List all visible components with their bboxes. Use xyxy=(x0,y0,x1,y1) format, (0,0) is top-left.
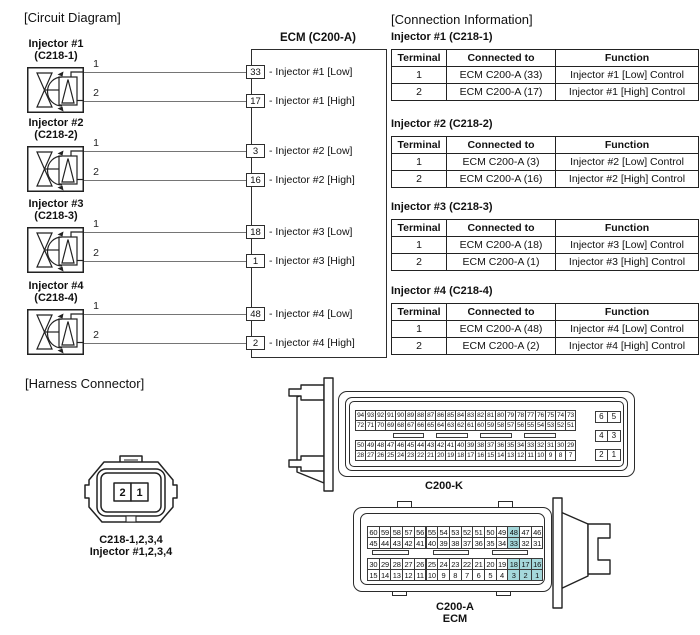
c200a-pin-60: 60 xyxy=(367,526,380,538)
c200a-pin-16: 16 xyxy=(531,558,544,570)
connection-table xyxy=(391,49,699,101)
c200a-pin-24: 24 xyxy=(437,558,450,570)
c200k-pin-51: 51 xyxy=(565,420,576,431)
c200k-pin-35: 35 xyxy=(505,440,516,451)
connection-information-title: [Connection Information] xyxy=(391,12,533,27)
c200a-pin-27: 27 xyxy=(402,558,415,570)
injector-box xyxy=(27,67,84,113)
c200k-pin-66: 66 xyxy=(415,420,426,431)
c200k-pin-87: 87 xyxy=(425,410,436,421)
injector-symbol xyxy=(27,146,84,192)
table-row xyxy=(392,67,699,84)
c200k-pin-32: 32 xyxy=(535,440,546,451)
c200a-pin-2: 2 xyxy=(519,569,532,581)
c200k-pin-63: 63 xyxy=(445,420,456,431)
wire-terminal-number: 2 xyxy=(93,329,99,341)
c200a-pin-55: 55 xyxy=(426,526,439,538)
c200a-pin-46: 46 xyxy=(531,526,544,538)
table-cell: ECM C200-A (2) xyxy=(447,338,556,355)
c218-label-line1: C218-1,2,3,4 xyxy=(99,534,163,546)
table-cell: ECM C200-A (33) xyxy=(447,67,556,84)
c200a-pin-44: 44 xyxy=(379,537,392,549)
c200k-spacer-bar xyxy=(436,433,468,438)
c200k-pin-60: 60 xyxy=(475,420,486,431)
injector-symbol xyxy=(27,227,84,273)
ecm-pin-number-box: 1 xyxy=(246,254,265,268)
c200k-top-clip xyxy=(289,385,324,400)
c200a-label-line2: ECM xyxy=(442,613,468,625)
c200k-pin-15: 15 xyxy=(485,450,496,461)
c200k-pin-93: 93 xyxy=(365,410,376,421)
c200k-pin-56: 56 xyxy=(515,420,526,431)
table-cell: ECM C200-A (18) xyxy=(447,237,556,254)
c200k-pin-76: 76 xyxy=(535,410,546,421)
injector-symbol xyxy=(27,309,84,355)
c200k-pin-39: 39 xyxy=(465,440,476,451)
c200k-pin-86: 86 xyxy=(435,410,446,421)
c200a-pin-29: 29 xyxy=(379,558,392,570)
wire-line xyxy=(84,314,247,315)
c200k-side-pin-5: 5 xyxy=(607,411,621,424)
ecm-pin-number-box: 48 xyxy=(246,307,265,321)
ecm-pin-number-box: 3 xyxy=(246,144,265,158)
c200a-clip xyxy=(588,524,610,574)
c200k-pin-13: 13 xyxy=(505,450,516,461)
c200k-pin-25: 25 xyxy=(385,450,396,461)
wire-terminal-number: 2 xyxy=(93,247,99,259)
c200k-pin-21: 21 xyxy=(425,450,436,461)
c200k-pin-62: 62 xyxy=(455,420,466,431)
c200a-pin-57: 57 xyxy=(402,526,415,538)
c200a-pin-1: 1 xyxy=(531,569,544,581)
c200a-pin-39: 39 xyxy=(437,537,450,549)
injector-connector-label: (C218-2) xyxy=(34,129,78,141)
ecm-pin-number-box: 16 xyxy=(246,173,265,187)
c200k-pin-41: 41 xyxy=(445,440,456,451)
wire-line xyxy=(84,72,247,73)
table-row xyxy=(392,321,699,338)
injector-connector-label: (C218-3) xyxy=(34,210,78,222)
c200k-pin-49: 49 xyxy=(365,440,376,451)
table-cell: 1 xyxy=(392,237,447,254)
connection-table xyxy=(391,136,699,188)
c200k-pin-73: 73 xyxy=(565,410,576,421)
c200k-pin-27: 27 xyxy=(365,450,376,461)
c200a-pin-32: 32 xyxy=(519,537,532,549)
ecm-pin-number-box: 2 xyxy=(246,336,265,350)
c200a-side-profile xyxy=(548,494,640,612)
c200k-side-pin-2: 2 xyxy=(595,449,609,462)
wire-line xyxy=(84,343,247,344)
injector-name-label: Injector #1 xyxy=(28,38,84,50)
c200a-pin-38: 38 xyxy=(449,537,462,549)
c200a-pin-52: 52 xyxy=(461,526,474,538)
c200a-pin-26: 26 xyxy=(414,558,427,570)
table-cell: 1 xyxy=(392,321,447,338)
c200k-pin-7: 7 xyxy=(565,450,576,461)
c200k-pin-58: 58 xyxy=(495,420,506,431)
wire-line xyxy=(84,232,247,233)
c200k-pin-74: 74 xyxy=(555,410,566,421)
table-header-cell: Connected to xyxy=(447,220,556,237)
circuit-diagram-title: [Circuit Diagram] xyxy=(24,10,121,25)
connection-table xyxy=(391,303,699,355)
c200k-pin-52: 52 xyxy=(555,420,566,431)
c200a-pin-40: 40 xyxy=(426,537,439,549)
table-cell: Injector #4 [High] Control xyxy=(556,338,699,355)
c200k-side-profile xyxy=(288,376,340,493)
c200k-pin-94: 94 xyxy=(355,410,366,421)
c200k-pin-33: 33 xyxy=(525,440,536,451)
c200a-pin-22: 22 xyxy=(461,558,474,570)
wire-terminal-number: 2 xyxy=(93,166,99,178)
ecm-pin-entry xyxy=(246,253,355,269)
ecm-pin-entry xyxy=(246,93,355,109)
c200k-bottom-clip xyxy=(289,456,324,471)
c200k-pin-65: 65 xyxy=(425,420,436,431)
c200k-pin-84: 84 xyxy=(455,410,466,421)
c200k-pin-47: 47 xyxy=(385,440,396,451)
c200k-side-pin-6: 6 xyxy=(595,411,609,424)
c200k-pin-90: 90 xyxy=(395,410,406,421)
table-header-cell: Terminal xyxy=(392,304,447,321)
table-header-cell: Connected to xyxy=(447,304,556,321)
table-row xyxy=(392,84,699,101)
table-cell: 2 xyxy=(392,254,447,271)
ecm-pin-label: - Injector #3 [High] xyxy=(269,255,355,267)
table-cell: ECM C200-A (48) xyxy=(447,321,556,338)
c200k-pin-19: 19 xyxy=(445,450,456,461)
c200k-pin-16: 16 xyxy=(475,450,486,461)
c200a-pin-43: 43 xyxy=(390,537,403,549)
c200k-side-pin-1: 1 xyxy=(607,449,621,462)
ecm-pin-entry xyxy=(246,143,352,159)
table-row xyxy=(392,171,699,188)
c200k-spacer-bar xyxy=(480,433,512,438)
c200k-pin-78: 78 xyxy=(515,410,526,421)
c200a-pin-18: 18 xyxy=(507,558,520,570)
c200a-pin-31: 31 xyxy=(531,537,544,549)
ecm-pin-entry xyxy=(246,224,352,240)
c200k-pin-36: 36 xyxy=(495,440,506,451)
c200a-flange xyxy=(553,498,562,608)
c200a-pin-47: 47 xyxy=(519,526,532,538)
c200k-pin-34: 34 xyxy=(515,440,526,451)
c200k-pin-88: 88 xyxy=(415,410,426,421)
table-header-cell: Terminal xyxy=(392,220,447,237)
injector-name-label: Injector #3 xyxy=(28,198,84,210)
table-header-cell: Function xyxy=(556,304,699,321)
ecm-pin-entry xyxy=(246,335,355,351)
c200k-pin-8: 8 xyxy=(555,450,566,461)
wire-line xyxy=(84,180,247,181)
injector-name-label: Injector #4 xyxy=(28,280,84,292)
c218-pin-1-number: 1 xyxy=(136,487,143,499)
wire-line xyxy=(84,261,247,262)
c200a-spacer-bar xyxy=(372,550,409,555)
c200a-pin-34: 34 xyxy=(496,537,509,549)
c200a-pin-30: 30 xyxy=(367,558,380,570)
c200a-pin-28: 28 xyxy=(390,558,403,570)
c200a-pin-23: 23 xyxy=(449,558,462,570)
table-cell: Injector #2 [Low] Control xyxy=(556,154,699,171)
c200k-pin-72: 72 xyxy=(355,420,366,431)
c200k-pin-89: 89 xyxy=(405,410,416,421)
c200a-pin-37: 37 xyxy=(461,537,474,549)
c200a-pin-10: 10 xyxy=(426,569,439,581)
ecm-pin-entry xyxy=(246,64,352,80)
table-heading: Injector #2 (C218-2) xyxy=(391,118,493,130)
c200k-pin-48: 48 xyxy=(375,440,386,451)
c200a-pin-53: 53 xyxy=(449,526,462,538)
c218-connector-drawing xyxy=(84,455,178,529)
c200a-pin-9: 9 xyxy=(437,569,450,581)
c200a-pin-4: 4 xyxy=(496,569,509,581)
c200a-pin-45: 45 xyxy=(367,537,380,549)
table-cell: Injector #4 [Low] Control xyxy=(556,321,699,338)
c200a-pin-5: 5 xyxy=(484,569,497,581)
table-header-cell: Terminal xyxy=(392,137,447,154)
ecm-pin-entry xyxy=(246,306,352,322)
injector-box xyxy=(27,227,84,273)
table-cell: Injector #2 [High] Control xyxy=(556,171,699,188)
c200k-pin-24: 24 xyxy=(395,450,406,461)
ecm-pin-number-box: 17 xyxy=(246,94,265,108)
wire-terminal-number: 1 xyxy=(93,137,99,149)
table-cell: Injector #1 [High] Control xyxy=(556,84,699,101)
c200k-pin-61: 61 xyxy=(465,420,476,431)
c200k-pin-14: 14 xyxy=(495,450,506,461)
ecm-box-title: ECM (C200-A) xyxy=(279,32,357,44)
table-cell: Injector #3 [High] Control xyxy=(556,254,699,271)
c200k-pin-67: 67 xyxy=(405,420,416,431)
c200k-pin-75: 75 xyxy=(545,410,556,421)
c200k-pin-12: 12 xyxy=(515,450,526,461)
c200k-pin-37: 37 xyxy=(485,440,496,451)
c200a-pin-20: 20 xyxy=(484,558,497,570)
ecm-pin-label: - Injector #3 [Low] xyxy=(269,226,353,238)
c218-label-line2: Injector #1,2,3,4 xyxy=(89,546,173,558)
ecm-pin-label: - Injector #4 [Low] xyxy=(269,308,353,320)
table-cell: 2 xyxy=(392,171,447,188)
c200k-pin-91: 91 xyxy=(385,410,396,421)
c200k-pin-44: 44 xyxy=(415,440,426,451)
c200a-pin-35: 35 xyxy=(484,537,497,549)
table-cell: 2 xyxy=(392,338,447,355)
ecm-pin-number-box: 18 xyxy=(246,225,265,239)
c200a-spacer-bar xyxy=(492,550,528,555)
ecm-pin-label: - Injector #1 [Low] xyxy=(269,66,353,78)
table-header-row xyxy=(392,220,699,237)
wire-terminal-number: 1 xyxy=(93,300,99,312)
wire-terminal-number: 1 xyxy=(93,218,99,230)
c200k-pin-23: 23 xyxy=(405,450,416,461)
table-header-cell: Function xyxy=(556,137,699,154)
table-row xyxy=(392,154,699,171)
injector-connector-label: (C218-4) xyxy=(34,292,78,304)
c200k-label: C200-K xyxy=(425,480,463,492)
c200k-pin-10: 10 xyxy=(535,450,546,461)
wire-terminal-number: 2 xyxy=(93,87,99,99)
c200a-pin-3: 3 xyxy=(507,569,520,581)
c200k-pin-64: 64 xyxy=(435,420,446,431)
c200k-pin-79: 79 xyxy=(505,410,516,421)
c200a-pin-56: 56 xyxy=(414,526,427,538)
c200a-pin-49: 49 xyxy=(496,526,509,538)
wire-line xyxy=(84,101,247,102)
c200a-pin-17: 17 xyxy=(519,558,532,570)
ecm-pin-number-box: 33 xyxy=(246,65,265,79)
c200k-pin-53: 53 xyxy=(545,420,556,431)
c200k-pin-18: 18 xyxy=(455,450,466,461)
c200k-pin-71: 71 xyxy=(365,420,376,431)
injector-box xyxy=(27,146,84,192)
c200k-pin-55: 55 xyxy=(525,420,536,431)
connection-table xyxy=(391,219,699,271)
wire-line xyxy=(84,151,247,152)
c200k-pin-82: 82 xyxy=(475,410,486,421)
c200a-pin-7: 7 xyxy=(461,569,474,581)
injector-connector-label: (C218-1) xyxy=(34,50,78,62)
c200k-pin-54: 54 xyxy=(535,420,546,431)
c200k-side-pin-3: 3 xyxy=(607,430,621,443)
c200k-pin-80: 80 xyxy=(495,410,506,421)
harness-connector-title: [Harness Connector] xyxy=(25,376,145,391)
table-header-cell: Terminal xyxy=(392,50,447,67)
c200k-pin-85: 85 xyxy=(445,410,456,421)
c200k-pin-28: 28 xyxy=(355,450,366,461)
table-row xyxy=(392,254,699,271)
c200k-pin-42: 42 xyxy=(435,440,446,451)
c200a-pin-51: 51 xyxy=(472,526,485,538)
table-cell: 1 xyxy=(392,154,447,171)
c218-pin-2-number: 2 xyxy=(119,487,126,499)
c200k-pin-59: 59 xyxy=(485,420,496,431)
c200a-spacer-bar xyxy=(433,550,469,555)
c200k-spacer-bar xyxy=(393,433,424,438)
c200a-pin-21: 21 xyxy=(472,558,485,570)
c200a-pin-33: 33 xyxy=(507,537,520,549)
c200a-pin-54: 54 xyxy=(437,526,450,538)
c200a-pin-14: 14 xyxy=(379,569,392,581)
c200a-pin-48: 48 xyxy=(507,526,520,538)
c200k-pin-20: 20 xyxy=(435,450,446,461)
c200k-pin-38: 38 xyxy=(475,440,486,451)
c200k-pin-92: 92 xyxy=(375,410,386,421)
table-cell: ECM C200-A (17) xyxy=(447,84,556,101)
table-cell: 1 xyxy=(392,67,447,84)
c200k-flange xyxy=(324,378,333,491)
c200a-pin-8: 8 xyxy=(449,569,462,581)
ecm-pin-label: - Injector #4 [High] xyxy=(269,337,355,349)
c200a-pin-50: 50 xyxy=(484,526,497,538)
c218-bottom-notch xyxy=(126,516,136,522)
table-header-cell: Connected to xyxy=(447,137,556,154)
c200k-spacer-bar xyxy=(524,433,556,438)
injector-symbol xyxy=(27,67,84,113)
c200k-pin-17: 17 xyxy=(465,450,476,461)
c200k-pin-50: 50 xyxy=(355,440,366,451)
c200a-pin-15: 15 xyxy=(367,569,380,581)
c200a-pin-41: 41 xyxy=(414,537,427,549)
c200k-pin-22: 22 xyxy=(415,450,426,461)
c200a-pin-11: 11 xyxy=(414,569,427,581)
table-cell: ECM C200-A (1) xyxy=(447,254,556,271)
table-header-row xyxy=(392,50,699,67)
table-heading: Injector #4 (C218-4) xyxy=(391,285,493,297)
table-row xyxy=(392,237,699,254)
c200a-pin-42: 42 xyxy=(402,537,415,549)
table-header-cell: Function xyxy=(556,220,699,237)
c200k-pin-29: 29 xyxy=(565,440,576,451)
injector-box xyxy=(27,309,84,355)
table-header-row xyxy=(392,304,699,321)
c200k-pin-40: 40 xyxy=(455,440,466,451)
c200k-pin-45: 45 xyxy=(405,440,416,451)
c200a-pin-59: 59 xyxy=(379,526,392,538)
ecm-pin-label: - Injector #2 [Low] xyxy=(269,145,353,157)
c200k-pin-9: 9 xyxy=(545,450,556,461)
table-header-cell: Function xyxy=(556,50,699,67)
wire-terminal-number: 1 xyxy=(93,58,99,70)
ecm-pin-label: - Injector #2 [High] xyxy=(269,174,355,186)
ecm-pin-label: - Injector #1 [High] xyxy=(269,95,355,107)
c200a-pin-13: 13 xyxy=(390,569,403,581)
table-header-cell: Connected to xyxy=(447,50,556,67)
c200a-pin-12: 12 xyxy=(402,569,415,581)
c200k-pin-69: 69 xyxy=(385,420,396,431)
table-heading: Injector #1 (C218-1) xyxy=(391,31,493,43)
c200k-pin-57: 57 xyxy=(505,420,516,431)
c200k-side-pin-4: 4 xyxy=(595,430,609,443)
c200k-pin-70: 70 xyxy=(375,420,386,431)
c200k-pin-77: 77 xyxy=(525,410,536,421)
table-heading: Injector #3 (C218-3) xyxy=(391,201,493,213)
c200a-pin-58: 58 xyxy=(390,526,403,538)
injector-name-label: Injector #2 xyxy=(28,117,84,129)
c200k-pin-26: 26 xyxy=(375,450,386,461)
c200k-pin-30: 30 xyxy=(555,440,566,451)
table-cell: Injector #1 [Low] Control xyxy=(556,67,699,84)
c200k-pin-31: 31 xyxy=(545,440,556,451)
table-header-row xyxy=(392,137,699,154)
c200a-pin-36: 36 xyxy=(472,537,485,549)
c200k-pin-11: 11 xyxy=(525,450,536,461)
c200k-pin-81: 81 xyxy=(485,410,496,421)
table-cell: ECM C200-A (3) xyxy=(447,154,556,171)
c200a-pin-6: 6 xyxy=(472,569,485,581)
c200a-label-line1: C200-A xyxy=(436,601,474,613)
c200k-pin-83: 83 xyxy=(465,410,476,421)
table-row xyxy=(392,338,699,355)
ecm-pin-entry xyxy=(246,172,355,188)
table-cell: 2 xyxy=(392,84,447,101)
c200k-pin-43: 43 xyxy=(425,440,436,451)
c200a-pin-19: 19 xyxy=(496,558,509,570)
c200k-pin-46: 46 xyxy=(395,440,406,451)
table-cell: Injector #3 [Low] Control xyxy=(556,237,699,254)
c200a-pin-25: 25 xyxy=(426,558,439,570)
table-cell: ECM C200-A (16) xyxy=(447,171,556,188)
c200k-pin-68: 68 xyxy=(395,420,406,431)
